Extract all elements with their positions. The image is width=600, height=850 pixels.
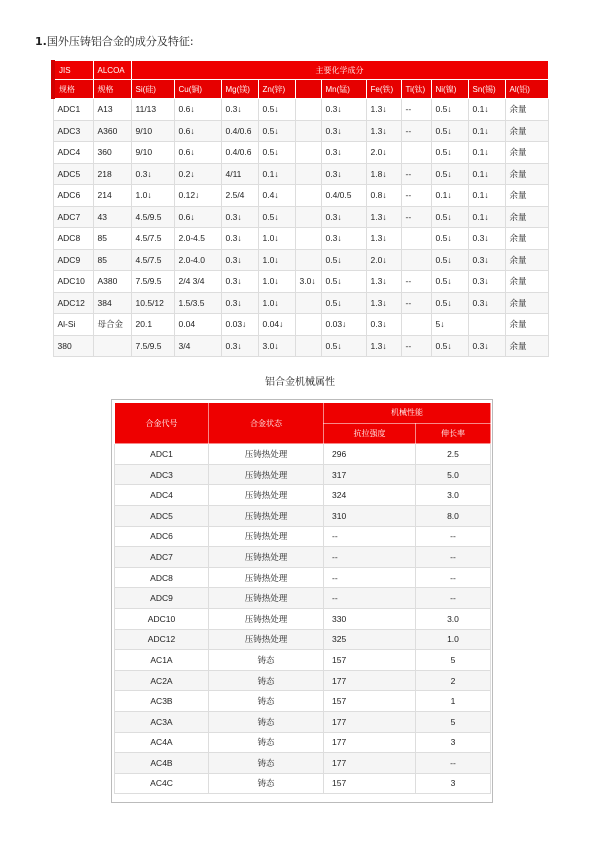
composition-cell: -- [401, 120, 431, 142]
composition-cell: -- [401, 206, 431, 228]
composition-cell: 0.5↓ [431, 292, 468, 314]
composition-cell: -- [401, 163, 431, 185]
composition-cell: 1.3↓ [366, 292, 401, 314]
composition-cell: 余量 [505, 314, 548, 336]
composition-cell: ADC6 [53, 185, 93, 207]
alloy-code-header: 合金代号 [115, 403, 209, 444]
composition-cell [295, 292, 321, 314]
composition-cell: ADC8 [53, 228, 93, 250]
composition-cell: 1.0↓ [258, 292, 295, 314]
mechanical-cell: AC4B [115, 753, 209, 774]
composition-cell: 0.3↓ [321, 163, 366, 185]
mechanical-row [115, 670, 491, 691]
composition-cell: 2.5/4 [221, 185, 258, 207]
composition-cell: 0.6↓ [174, 99, 221, 121]
mechanical-cell: 177 [324, 670, 416, 691]
composition-cell: 2/4 3/4 [174, 271, 221, 293]
mechanical-cell: AC3B [115, 691, 209, 712]
composition-cell: 0.4/0.6 [221, 142, 258, 164]
composition-column-header: Mn(锰) [321, 80, 366, 99]
mechanical-row [115, 464, 491, 485]
mechanical-cell: 5 [416, 650, 491, 671]
composition-cell: 9/10 [131, 120, 174, 142]
mechanical-cell: AC2A [115, 670, 209, 691]
composition-cell: ADC7 [53, 206, 93, 228]
composition-row [53, 120, 548, 142]
composition-cell: 0.3↓ [221, 228, 258, 250]
composition-row [53, 185, 548, 207]
mechanical-cell: 压铸热处理 [209, 505, 324, 526]
composition-cell [401, 228, 431, 250]
mechanical-cell: AC3A [115, 711, 209, 732]
composition-cell: 1.3↓ [366, 335, 401, 357]
composition-cell [468, 314, 505, 336]
alcoa-header: ALCOA [93, 61, 131, 80]
composition-cell [295, 163, 321, 185]
composition-column-header: Ni(镍) [431, 80, 468, 99]
mechanical-cell: -- [416, 526, 491, 547]
composition-cell: 2.0↓ [366, 249, 401, 271]
composition-cell: 0.1↓ [468, 99, 505, 121]
mechanical-cell: ADC4 [115, 485, 209, 506]
composition-cell: 0.5↓ [321, 271, 366, 293]
mechanical-cell: -- [324, 588, 416, 609]
mechanical-row [115, 773, 491, 794]
composition-cell: 4/11 [221, 163, 258, 185]
composition-column-header: Cu(铜) [174, 80, 221, 99]
composition-cell: 0.3↓ [221, 206, 258, 228]
composition-cell: 0.3↓ [321, 99, 366, 121]
mechanical-cell: 铸态 [209, 711, 324, 732]
composition-cell: 0.5↓ [258, 206, 295, 228]
composition-row [53, 271, 548, 293]
composition-cell: 余量 [505, 249, 548, 271]
mechanical-cell: 3.0 [416, 485, 491, 506]
composition-cell: 10.5/12 [131, 292, 174, 314]
mechanical-properties-table [114, 402, 491, 794]
composition-column-header: Al(铝) [505, 80, 548, 99]
composition-cell: 1.0↓ [131, 185, 174, 207]
composition-cell: 1.0↓ [258, 271, 295, 293]
composition-cell: 0.5↓ [258, 120, 295, 142]
chemical-composition-header: 主要化学成分 [131, 61, 548, 80]
composition-cell: 0.3↓ [468, 292, 505, 314]
composition-row [53, 314, 548, 336]
composition-cell [295, 142, 321, 164]
composition-cell: 2.0-4.0 [174, 249, 221, 271]
mechanical-cell: 铸态 [209, 773, 324, 794]
mechanical-cell: ADC10 [115, 608, 209, 629]
composition-cell [401, 249, 431, 271]
mechanical-cell: 177 [324, 753, 416, 774]
composition-cell: ADC9 [53, 249, 93, 271]
composition-header-row-1 [53, 61, 548, 80]
composition-row [53, 249, 548, 271]
mechanical-cell: 压铸热处理 [209, 547, 324, 568]
mechanical-cell: 铸态 [209, 732, 324, 753]
composition-column-header: Mg(镁) [221, 80, 258, 99]
composition-cell: 7.5/9.5 [131, 335, 174, 357]
section-heading [35, 33, 194, 49]
composition-cell: 9/10 [131, 142, 174, 164]
composition-cell: A13 [93, 99, 131, 121]
composition-cell: A380 [93, 271, 131, 293]
composition-cell: 余量 [505, 271, 548, 293]
composition-cell: 4.5/9.5 [131, 206, 174, 228]
mechanical-row [115, 629, 491, 650]
composition-cell: Al-Si [53, 314, 93, 336]
mechanical-cell: 296 [324, 444, 416, 465]
composition-cell: 43 [93, 206, 131, 228]
composition-cell: 0.6↓ [174, 142, 221, 164]
composition-cell: ADC4 [53, 142, 93, 164]
composition-cell: 1.8↓ [366, 163, 401, 185]
composition-cell: 余量 [505, 142, 548, 164]
composition-cell: 384 [93, 292, 131, 314]
composition-cell: 0.1↓ [431, 185, 468, 207]
composition-cell: 0.3↓ [321, 142, 366, 164]
composition-cell: 20.1 [131, 314, 174, 336]
composition-cell: 1.3↓ [366, 206, 401, 228]
composition-column-header: Sn(锡) [468, 80, 505, 99]
mechanical-cell: 压铸热处理 [209, 464, 324, 485]
composition-row [53, 206, 548, 228]
mechanical-cell: ADC7 [115, 547, 209, 568]
composition-cell: 0.4/0.5 [321, 185, 366, 207]
mechanical-cell: ADC8 [115, 567, 209, 588]
composition-cell: 0.12↓ [174, 185, 221, 207]
mechanical-cell: -- [416, 588, 491, 609]
composition-cell: ADC3 [53, 120, 93, 142]
mechanical-cell: 铸态 [209, 650, 324, 671]
composition-cell: 0.3↓ [468, 249, 505, 271]
composition-cell: 0.04↓ [258, 314, 295, 336]
mechanical-cell: 3.0 [416, 608, 491, 629]
composition-cell: 0.5↓ [258, 142, 295, 164]
composition-cell: 218 [93, 163, 131, 185]
mechanical-cell: 8.0 [416, 505, 491, 526]
composition-table [51, 60, 549, 357]
composition-cell: 0.5↓ [431, 249, 468, 271]
composition-cell: 0.5↓ [258, 99, 295, 121]
composition-cell: 0.5↓ [321, 292, 366, 314]
composition-cell: 0.3↓ [468, 335, 505, 357]
mechanical-cell: ADC3 [115, 464, 209, 485]
composition-cell: 0.5↓ [431, 228, 468, 250]
composition-cell [295, 335, 321, 357]
mechanical-row [115, 567, 491, 588]
mechanical-header-row-1 [115, 403, 491, 424]
mechanical-cell: 5.0 [416, 464, 491, 485]
composition-cell: 0.3↓ [321, 228, 366, 250]
mechanical-row [115, 732, 491, 753]
mechanical-row [115, 711, 491, 732]
mechanical-cell: 压铸热处理 [209, 526, 324, 547]
composition-cell: 0.1↓ [258, 163, 295, 185]
composition-cell: 0.4/0.6 [221, 120, 258, 142]
composition-cell [401, 142, 431, 164]
composition-cell: 0.1↓ [468, 142, 505, 164]
composition-cell: 0.1↓ [468, 163, 505, 185]
composition-cell: 1.3↓ [366, 228, 401, 250]
mechanical-cell: 压铸热处理 [209, 485, 324, 506]
composition-row [53, 142, 548, 164]
mechanical-table-frame [111, 399, 493, 803]
composition-cell [295, 185, 321, 207]
composition-cell: 0.4↓ [258, 185, 295, 207]
composition-row [53, 335, 548, 357]
section-title: 国外压铸铝合金的成分及特征: [46, 35, 194, 48]
mechanical-row [115, 526, 491, 547]
composition-cell: 0.3↓ [221, 249, 258, 271]
composition-cell: 0.3↓ [131, 163, 174, 185]
mechanical-cell: ADC5 [115, 505, 209, 526]
mechanical-cell: 157 [324, 691, 416, 712]
composition-column-header: 规格 [93, 80, 131, 99]
mechanical-row [115, 485, 491, 506]
composition-cell: 0.6↓ [174, 120, 221, 142]
composition-cell: 85 [93, 228, 131, 250]
composition-cell: 0.5↓ [431, 163, 468, 185]
mechanical-cell: 3 [416, 732, 491, 753]
composition-cell: 0.8↓ [366, 185, 401, 207]
mechanical-row [115, 608, 491, 629]
composition-cell: 0.03↓ [221, 314, 258, 336]
mechanical-performance-header: 机械性能 [324, 403, 491, 424]
mechanical-cell: 157 [324, 773, 416, 794]
mechanical-cell: 324 [324, 485, 416, 506]
composition-cell: 0.5↓ [431, 120, 468, 142]
mechanical-cell: 177 [324, 711, 416, 732]
composition-cell: 0.3↓ [221, 271, 258, 293]
mechanical-cell: 压铸热处理 [209, 567, 324, 588]
mechanical-cell: 330 [324, 608, 416, 629]
composition-cell: 0.5↓ [321, 335, 366, 357]
composition-cell: ADC1 [53, 99, 93, 121]
mechanical-cell: -- [416, 567, 491, 588]
composition-column-header [295, 80, 321, 99]
mechanical-cell: 177 [324, 732, 416, 753]
composition-header-row-2 [53, 80, 548, 99]
mechanical-cell: 压铸热处理 [209, 588, 324, 609]
composition-cell: 1.3↓ [366, 271, 401, 293]
composition-cell: 1.0↓ [258, 228, 295, 250]
mechanical-cell: 5 [416, 711, 491, 732]
mechanical-cell: ADC1 [115, 444, 209, 465]
composition-cell: 0.6↓ [174, 206, 221, 228]
composition-cell: 0.5↓ [321, 249, 366, 271]
composition-cell: 85 [93, 249, 131, 271]
composition-cell: 3.0↓ [295, 271, 321, 293]
mechanical-cell: 铸态 [209, 691, 324, 712]
mechanical-cell: ADC6 [115, 526, 209, 547]
mechanical-row [115, 753, 491, 774]
mechanical-cell: 157 [324, 650, 416, 671]
mechanical-cell: AC1A [115, 650, 209, 671]
composition-cell: 0.3↓ [321, 206, 366, 228]
mechanical-cell: 1 [416, 691, 491, 712]
composition-cell: 0.3↓ [468, 271, 505, 293]
composition-cell: 1.3↓ [366, 99, 401, 121]
mechanical-cell: -- [324, 567, 416, 588]
composition-cell: ADC5 [53, 163, 93, 185]
composition-cell [295, 206, 321, 228]
composition-cell: 1.0↓ [258, 249, 295, 271]
composition-cell: 11/13 [131, 99, 174, 121]
composition-cell: 0.1↓ [468, 185, 505, 207]
composition-cell: -- [401, 271, 431, 293]
composition-column-header: 规格 [53, 80, 93, 99]
mechanical-cell: 2.5 [416, 444, 491, 465]
mechanical-cell: -- [324, 547, 416, 568]
composition-cell: 2.0-4.5 [174, 228, 221, 250]
composition-row [53, 163, 548, 185]
composition-cell: -- [401, 335, 431, 357]
composition-cell [93, 335, 131, 357]
mechanical-cell: 压铸热处理 [209, 629, 324, 650]
composition-cell: 3.0↓ [258, 335, 295, 357]
composition-cell: 0.5↓ [431, 206, 468, 228]
mechanical-cell: 压铸热处理 [209, 444, 324, 465]
composition-cell: 0.5↓ [431, 142, 468, 164]
composition-cell [295, 120, 321, 142]
mechanical-cell: ADC12 [115, 629, 209, 650]
composition-cell: -- [401, 292, 431, 314]
composition-cell: 214 [93, 185, 131, 207]
mechanical-cell: 2 [416, 670, 491, 691]
mechanical-cell: AC4C [115, 773, 209, 794]
jis-header: JIS [53, 61, 93, 80]
composition-cell: 5↓ [431, 314, 468, 336]
composition-cell: A360 [93, 120, 131, 142]
mechanical-cell: 3 [416, 773, 491, 794]
composition-cell: ADC12 [53, 292, 93, 314]
composition-cell: -- [401, 99, 431, 121]
alloy-state-header: 合金状态 [209, 403, 324, 444]
mechanical-row [115, 650, 491, 671]
composition-cell: 0.03↓ [321, 314, 366, 336]
composition-cell [295, 99, 321, 121]
composition-row [53, 99, 548, 121]
composition-cell: 余量 [505, 99, 548, 121]
mechanical-properties-caption: 铝合金机械属性 [265, 377, 335, 388]
composition-cell: 2.0↓ [366, 142, 401, 164]
composition-column-header: Si(硅) [131, 80, 174, 99]
mechanical-cell: AC4A [115, 732, 209, 753]
composition-cell: 0.1↓ [468, 206, 505, 228]
composition-row [53, 292, 548, 314]
mechanical-cell: 310 [324, 505, 416, 526]
mechanical-row [115, 588, 491, 609]
section-number: 1. [35, 35, 47, 48]
composition-cell: 7.5/9.5 [131, 271, 174, 293]
composition-cell: 0.3↓ [221, 292, 258, 314]
composition-cell: 0.04 [174, 314, 221, 336]
composition-cell: 0.1↓ [468, 120, 505, 142]
composition-cell: 1.5/3.5 [174, 292, 221, 314]
composition-cell: 0.3↓ [221, 335, 258, 357]
mechanical-cell: 325 [324, 629, 416, 650]
composition-cell: 380 [53, 335, 93, 357]
composition-cell: -- [401, 185, 431, 207]
composition-cell: 0.5↓ [431, 335, 468, 357]
composition-cell: 4.5/7.5 [131, 228, 174, 250]
mechanical-row [115, 691, 491, 712]
mechanical-row [115, 547, 491, 568]
composition-cell: 0.3↓ [468, 228, 505, 250]
mechanical-cell: ADC9 [115, 588, 209, 609]
composition-cell: 余量 [505, 163, 548, 185]
mechanical-row [115, 505, 491, 526]
composition-column-header: Zn(锌) [258, 80, 295, 99]
composition-cell: 余量 [505, 185, 548, 207]
composition-cell [401, 314, 431, 336]
mechanical-cell: 铸态 [209, 670, 324, 691]
composition-cell: 0.2↓ [174, 163, 221, 185]
mechanical-cell: -- [416, 753, 491, 774]
composition-cell: 360 [93, 142, 131, 164]
composition-cell: 余量 [505, 335, 548, 357]
mechanical-cell: -- [324, 526, 416, 547]
composition-cell [295, 314, 321, 336]
mechanical-cell: 压铸热处理 [209, 608, 324, 629]
tensile-strength-header: 抗拉强度 [324, 423, 416, 444]
mechanical-cell: -- [416, 547, 491, 568]
composition-cell: 1.3↓ [366, 120, 401, 142]
mechanical-cell: 1.0 [416, 629, 491, 650]
composition-column-header: Ti(钛) [401, 80, 431, 99]
mechanical-cell: 317 [324, 464, 416, 485]
composition-cell: ADC10 [53, 271, 93, 293]
composition-cell: 0.5↓ [431, 271, 468, 293]
composition-cell: 余量 [505, 228, 548, 250]
composition-cell: 0.3↓ [366, 314, 401, 336]
composition-cell: 0.5↓ [431, 99, 468, 121]
composition-cell: 3/4 [174, 335, 221, 357]
composition-cell: 母合金 [93, 314, 131, 336]
composition-cell [295, 228, 321, 250]
composition-cell: 余量 [505, 120, 548, 142]
composition-row [53, 228, 548, 250]
composition-cell: 4.5/7.5 [131, 249, 174, 271]
composition-cell: 余量 [505, 206, 548, 228]
mechanical-row [115, 444, 491, 465]
composition-column-header: Fe(铁) [366, 80, 401, 99]
composition-cell: 余量 [505, 292, 548, 314]
composition-cell: 0.3↓ [221, 99, 258, 121]
composition-cell [295, 249, 321, 271]
elongation-header: 伸长率 [416, 423, 491, 444]
mechanical-cell: 铸态 [209, 753, 324, 774]
composition-cell: 0.3↓ [321, 120, 366, 142]
